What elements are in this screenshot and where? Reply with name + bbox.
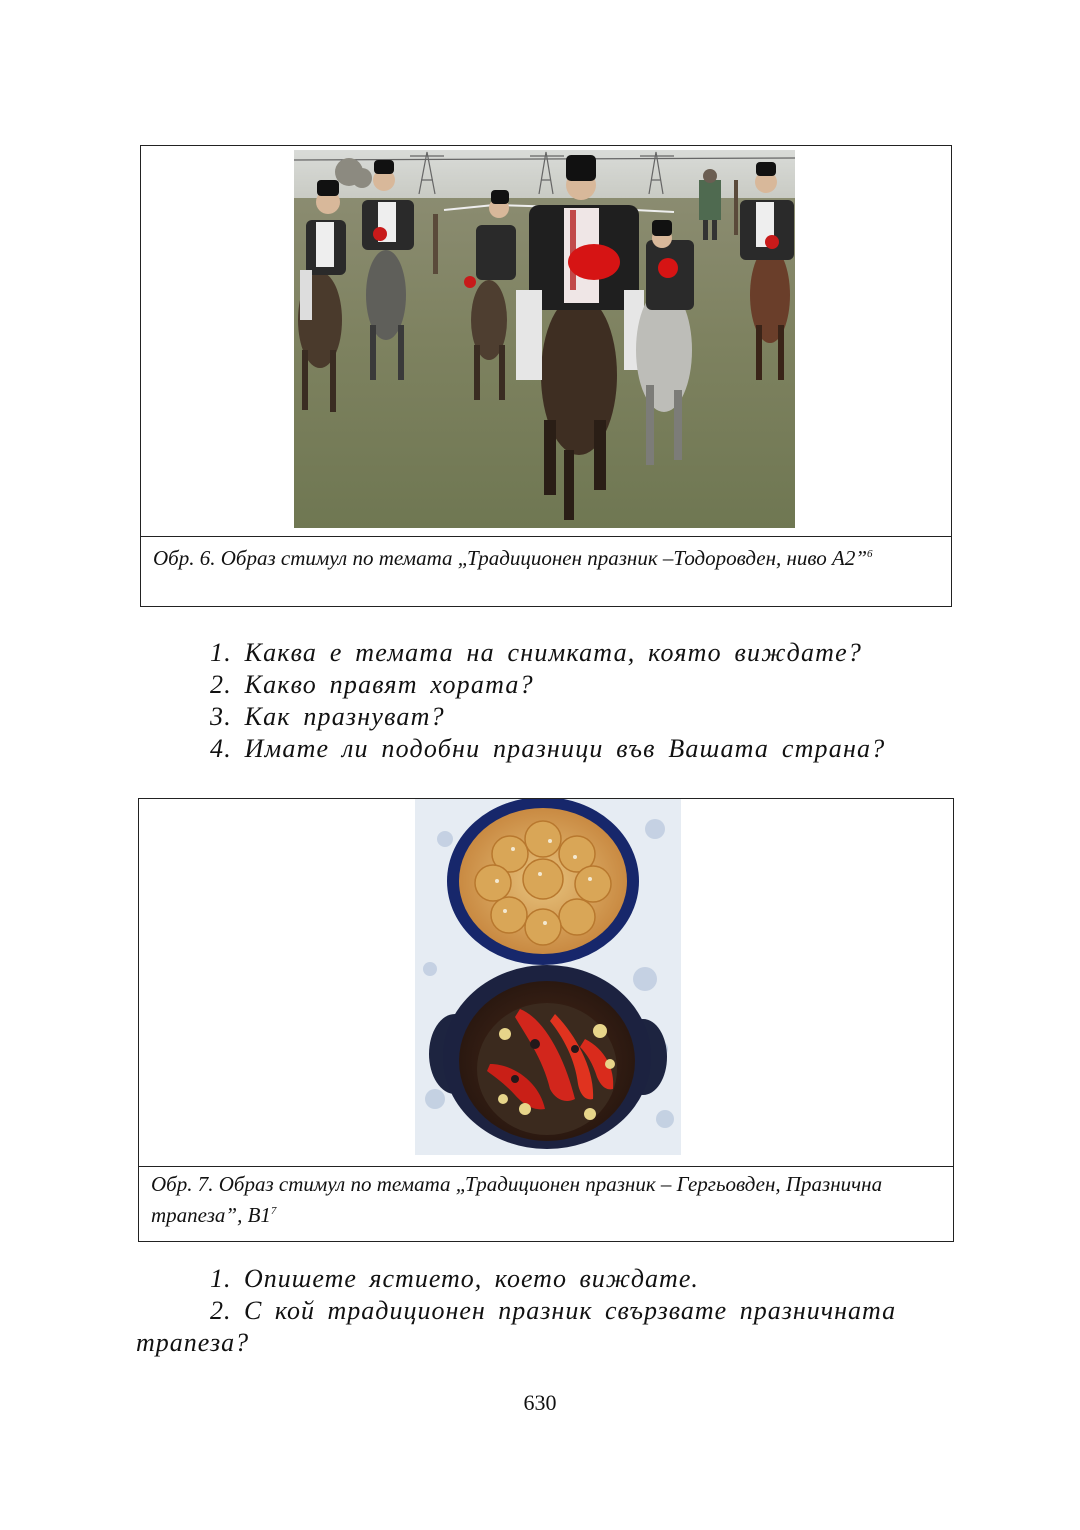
figure-6-photo-area [141, 146, 951, 536]
figure-6-caption-text: Обр. 6. Образ стимул по темата „Традиционен празник –Тодоровден, ниво А2” [153, 546, 868, 570]
question-1: 1. Каква е темата на снимката, която виждате? [210, 638, 863, 667]
figure-7-caption [139, 1166, 953, 1229]
figure-7-photo-area [139, 799, 953, 1166]
figure-7-caption-text: Обр. 7. Образ стимул по темата „Традиционен празник – Гергьовден, Празнична трапеза”, В1 [151, 1172, 883, 1227]
horse-riders-photo [294, 150, 795, 528]
question-2-1: 1. Опишете ястието, което виждате. [210, 1264, 699, 1293]
question-2: 2. Какво правят хората? [210, 670, 534, 699]
figure-6-caption [141, 536, 951, 572]
figure-6 [140, 145, 952, 607]
figure-6-footnote: 6 [867, 548, 873, 560]
question-2-2: 2. С кой традиционен празник свързвате празничната трапеза? [136, 1296, 897, 1357]
figure-7-footnote: 7 [270, 1205, 277, 1217]
question-3: 3. Как празнуват? [210, 702, 445, 731]
page-number: 630 [523, 1390, 557, 1415]
questions-list-1 [210, 637, 885, 765]
figure-7 [138, 798, 954, 1242]
question-4: 4. Имате ли подобни празници във Вашата страна? [210, 734, 886, 763]
questions-list-2 [136, 1263, 956, 1359]
holiday-food-photo [415, 799, 681, 1155]
